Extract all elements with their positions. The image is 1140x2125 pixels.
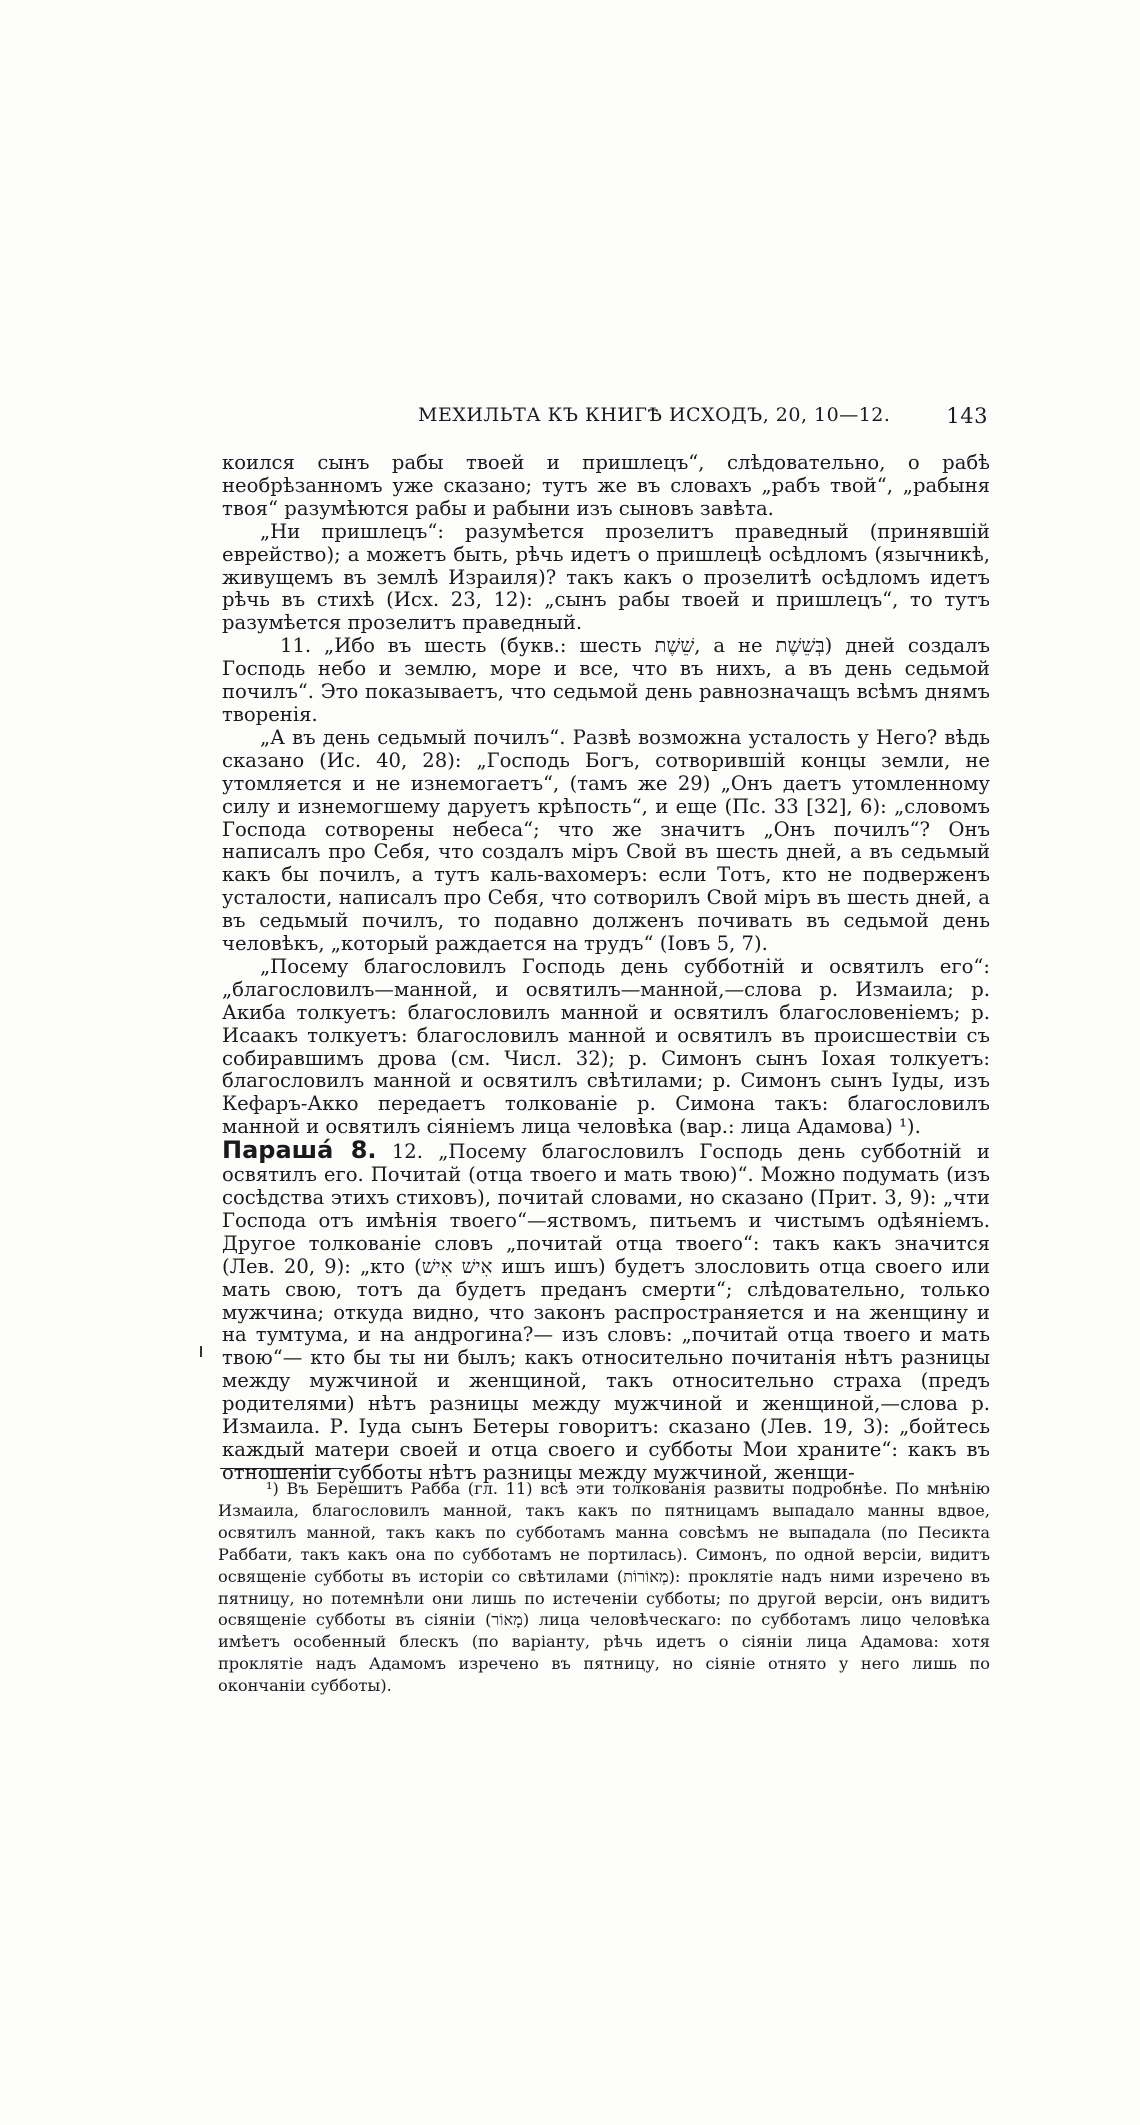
running-head-title: МЕХИЛЬТА КЪ КНИГѢ ИСХОДЪ, 20, 10—12. — [418, 404, 891, 426]
paragraph-continuation: коился сынъ рабы твоей и пришлецъ“, слѣдовательно, о рабѣ необрѣзанномъ уже сказано; тутъ же въ словахъ „рабъ твой“, „рабыня твоя“ разумѣются рабы и рабыни изъ сыновъ завѣта. — [222, 451, 990, 520]
page-number: 143 — [946, 404, 988, 428]
parasha-text: 12. „Посему благословилъ Господь день субботній и освятилъ его. Почитай (отца твоего и мать твою)“. Можно подумать (изъ сосѣдства этихъ стиховъ), почитай словами, но сказано (Прит. 3, 9): „чти Господа отъ имѣнія твоего“—яствомъ, питьемъ и чистымъ одѣяніемъ. Другое толкованіе словъ „почитай отца твоего“: такъ какъ значится (Лев. 20, 9): „кто (אִישׁ אִישׁ ишъ ишъ) будетъ злословить отца своего или мать свою, тотъ да будетъ преданъ смерти“; слѣдовательно, только мужчина; откуда видно, что законъ распространяется и на женщину и на тумтума, и на андрогина?— изъ словъ: „почитай отца твоего и мать твою“— кто бы ты ни былъ; какъ относительно почитанія нѣтъ разницы между мужчиной и женщиной, такъ относительно страха (предъ родителями) нѣтъ разницы между мужчиной и женщиной,—слова р. Измаила. Р. Іуда сынъ Бетеры говоритъ: сказано (Лев. 19, 3): „бойтесь каждый матери своей и отца своего и субботы Мои храните“: какъ въ отношеніи субботы нѣтъ разницы между мужчиной, женщи- — [222, 1140, 991, 1484]
footnote-divider — [220, 1468, 344, 1469]
paragraph-verse-11: 11. „Ибо въ шесть (букв.: шесть שֵׁשֶׁת, а не בְּשֵׁשֶׁת) дней создалъ Господь небо и землю, море и все, что въ нихъ, а въ день седьмой почилъ“. Это показываетъ, что седьмой день равнозначащъ всѣмъ днямъ творенія. — [222, 634, 990, 726]
main-text — [222, 452, 990, 1485]
footnote-text: ¹) Въ Берешитъ Рабба (гл. 11) всѣ эти толкованія развиты подробнѣе. По мнѣнію Измаила, благословилъ манной, такъ какъ по пятницамъ выпадало манны вдвое, освятилъ манной, такъ какъ по субботамъ манна совсѣмъ не выпадала (по Песикта Раббати, такъ какъ она по субботамъ не портилась). Симонъ, по одной версіи, видитъ освященіе субботы въ исторіи со свѣтилами (מְאוֹרוֹת): проклятіе надъ ними изречено въ пятницу, но потемнѣли они лишь по истеченіи субботы; по другой версіи, онъ видитъ освященіе субботы въ сіяніи (מָאוֹר) лица человѣческаго: по субботамъ лицо человѣка имѣетъ особенный блескъ (по варіанту, рѣчь идетъ о сіяніи лица Адамова: хотя проклятіе надъ Адамомъ изречено въ пятницу, но сіяніе отнято у него лишь по окончаніи субботы). — [218, 1479, 991, 1696]
footnote — [218, 1478, 990, 1697]
paragraph-ni-prishlets: „Ни пришлецъ“: разумѣется прозелитъ праведный (принявшій еврейство); а можетъ быть, рѣчь идетъ о пришлецѣ осѣдломъ (язычникѣ, живущемъ въ землѣ Израиля)? такъ какъ о прозелитѣ осѣдломъ идетъ рѣчь въ стихѣ (Исх. 23, 12): „сынъ рабы твоей и пришлецъ“, то тутъ разумѣется прозелитъ праведный. — [222, 519, 990, 635]
paragraph-parasha-8 — [222, 1136, 991, 1485]
paragraph-blessed-sabbath: „Посему благословилъ Господь день субботній и освятилъ его“: „благословилъ—манной, и освятилъ—манной,—слова р. Измаила; р. Акиба толкуетъ: благословилъ манной и освятилъ благословеніемъ; р. Исаакъ толкуетъ: благословилъ манной и освятилъ въ происшествіи съ собиравшимъ дрова (см. Числ. 32); р. Симонъ сынъ Іохая толкуетъ: благословилъ манной и освятилъ свѣтилами; р. Симонъ сынъ Іуды, изъ Кефаръ-Акко передаетъ толкованіе р. Симона такъ: благословилъ манной и освятилъ сіяніемъ лица человѣка (вар.: лица Адамова) ¹). — [222, 954, 990, 1139]
margin-mark — [200, 1346, 202, 1357]
paragraph-seventh-day: „А въ день седьмый почилъ“. Развѣ возможна усталость у Него? вѣдь сказано (Ис. 40, 28): „Господь Богъ, сотворившій концы земли, не утомляется и не изнемогаетъ“, (тамъ же 29) „Онъ даетъ утомленному силу и изнемогшему даруетъ крѣпость“, и еще (Пс. 33 [32], 6): „словомъ Господа сотворены небеса“; что же значитъ „Онъ почилъ“? Онъ написалъ про Себя, что создалъ міръ Свой въ шесть дней, а въ седьмый какъ бы почилъ, а тутъ каль-вахомеръ: если Тотъ, кто не подверженъ усталости, написалъ про Себя, что сотворилъ Свой міръ въ шесть дней, а въ седьмый почилъ, то подавно долженъ почивать въ седьмой день человѣкъ, „который раждается на трудъ“ (Іовъ 5, 7). — [222, 725, 990, 956]
parasha-heading: Парашá 8. — [222, 1136, 377, 1165]
